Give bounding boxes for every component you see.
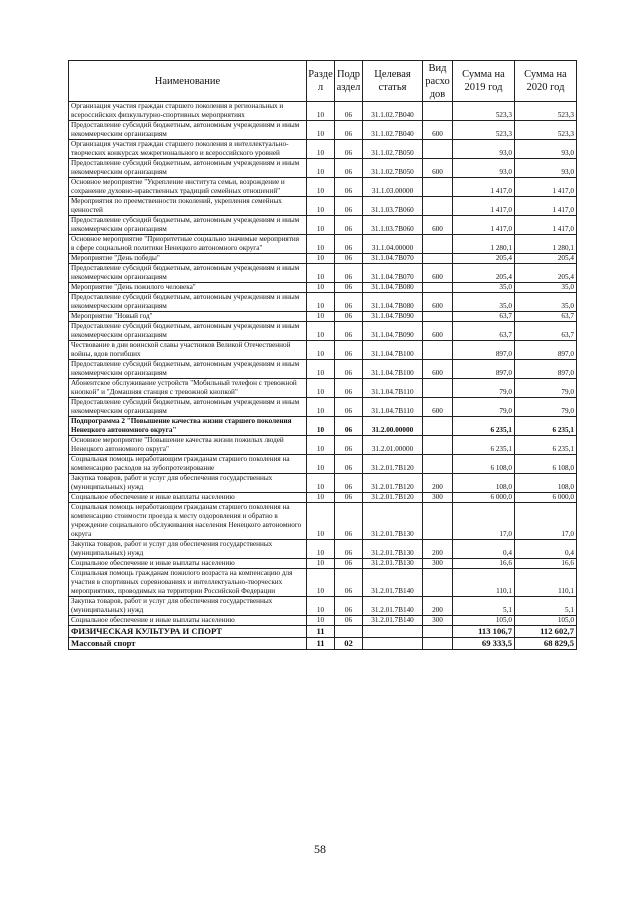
cell-expense-type <box>423 417 453 436</box>
cell-expense-type <box>423 341 453 360</box>
header-section: Разде л <box>307 61 335 102</box>
cell-sum-2020: 63,7 <box>515 322 577 341</box>
table-row <box>69 436 577 455</box>
cell-section: 10 <box>307 398 335 417</box>
cell-sum-2019: 16,6 <box>453 559 515 569</box>
cell-sum-2019: 205,4 <box>453 264 515 283</box>
cell-name: Предоставление субсидий бюджетным, автономным учреждениям и иным некоммерческим организациям <box>69 216 307 235</box>
cell-expense-type: 300 <box>423 559 453 569</box>
cell-section: 10 <box>307 569 335 597</box>
cell-target: 31.1.03.7В060 <box>363 216 423 235</box>
cell-sum-2019: 205,4 <box>453 254 515 264</box>
cell-name: Предоставление субсидий бюджетным, автономным учреждениям и иным некоммерческим организациям <box>69 293 307 312</box>
cell-subsection <box>335 626 363 638</box>
cell-name: Социальное обеспечение и иные выплаты населению <box>69 493 307 503</box>
cell-target: 31.1.04.7В090 <box>363 312 423 322</box>
cell-sum-2019: 105,0 <box>453 616 515 626</box>
cell-sum-2019: 1 417,0 <box>453 197 515 216</box>
cell-subsection: 06 <box>335 235 363 254</box>
header-target: Целевая статья <box>363 61 423 102</box>
cell-sum-2020: 6 235,1 <box>515 436 577 455</box>
table-row <box>69 626 577 638</box>
cell-expense-type: 600 <box>423 264 453 283</box>
cell-target <box>363 626 423 638</box>
cell-expense-type <box>423 312 453 322</box>
cell-section: 10 <box>307 540 335 559</box>
cell-sum-2019: 6 108,0 <box>453 455 515 474</box>
cell-target: 31.2.01.7В120 <box>363 493 423 503</box>
table-row <box>69 102 577 121</box>
cell-expense-type: 300 <box>423 616 453 626</box>
cell-name: Мероприятие "День победы" <box>69 254 307 264</box>
cell-sum-2020: 6 108,0 <box>515 455 577 474</box>
cell-subsection: 06 <box>335 597 363 616</box>
cell-sum-2020: 68 829,5 <box>515 638 577 650</box>
cell-target: 31.2.00.00000 <box>363 417 423 436</box>
cell-section: 10 <box>307 322 335 341</box>
cell-sum-2019: 897,0 <box>453 360 515 379</box>
cell-expense-type: 300 <box>423 493 453 503</box>
cell-section: 10 <box>307 455 335 474</box>
cell-name: Предоставление субсидий бюджетным, автономным учреждениям и иным некоммерческим организациям <box>69 264 307 283</box>
cell-sum-2019: 6 235,1 <box>453 436 515 455</box>
cell-subsection: 06 <box>335 322 363 341</box>
cell-sum-2020: 35,0 <box>515 293 577 312</box>
table-row <box>69 293 577 312</box>
cell-name: Мероприятия по преемственности поколений, укрепления семейных ценностей <box>69 197 307 216</box>
table-row <box>69 474 577 493</box>
cell-name: Социальное обеспечение и иные выплаты населению <box>69 559 307 569</box>
cell-sum-2019: 35,0 <box>453 293 515 312</box>
cell-expense-type <box>423 436 453 455</box>
cell-target: 31.2.01.7В130 <box>363 503 423 540</box>
table-row <box>69 360 577 379</box>
cell-sum-2020: 0,4 <box>515 540 577 559</box>
cell-subsection: 06 <box>335 264 363 283</box>
cell-section: 10 <box>307 235 335 254</box>
cell-expense-type <box>423 569 453 597</box>
cell-target: 31.2.01.7В140 <box>363 597 423 616</box>
cell-sum-2019: 79,0 <box>453 398 515 417</box>
cell-section: 11 <box>307 638 335 650</box>
cell-subsection: 06 <box>335 540 363 559</box>
cell-section: 10 <box>307 102 335 121</box>
cell-name: Закупка товаров, работ и услуг для обеспечения государственных (муниципальных) нужд <box>69 597 307 616</box>
table-row <box>69 597 577 616</box>
cell-name: ФИЗИЧЕСКАЯ КУЛЬТУРА И СПОРТ <box>69 626 307 638</box>
cell-subsection: 06 <box>335 417 363 436</box>
cell-name: Мероприятие "День пожилого человека" <box>69 283 307 293</box>
cell-expense-type <box>423 140 453 159</box>
cell-subsection: 06 <box>335 178 363 197</box>
cell-expense-type <box>423 254 453 264</box>
cell-target: 31.1.04.7В110 <box>363 379 423 398</box>
table-row <box>69 398 577 417</box>
cell-sum-2019: 523,3 <box>453 102 515 121</box>
cell-expense-type <box>423 455 453 474</box>
cell-expense-type: 600 <box>423 159 453 178</box>
cell-sum-2020: 35,0 <box>515 283 577 293</box>
cell-expense-type <box>423 283 453 293</box>
cell-sum-2019: 523,3 <box>453 121 515 140</box>
cell-section: 10 <box>307 264 335 283</box>
cell-subsection: 06 <box>335 121 363 140</box>
cell-subsection: 06 <box>335 493 363 503</box>
cell-name: Предоставление субсидий бюджетным, автономным учреждениям и иным некоммерческим организациям <box>69 322 307 341</box>
cell-target: 31.1.04.7В080 <box>363 283 423 293</box>
table-row <box>69 341 577 360</box>
cell-expense-type <box>423 178 453 197</box>
cell-target: 31.2.01.7В140 <box>363 616 423 626</box>
cell-expense-type <box>423 626 453 638</box>
cell-subsection: 06 <box>335 102 363 121</box>
cell-sum-2020: 112 602,7 <box>515 626 577 638</box>
table-row <box>69 616 577 626</box>
cell-sum-2019: 0,4 <box>453 540 515 559</box>
page-number: 58 <box>314 842 326 856</box>
cell-sum-2020: 17,0 <box>515 503 577 540</box>
budget-table <box>68 60 577 650</box>
cell-sum-2019: 79,0 <box>453 379 515 398</box>
cell-section: 10 <box>307 283 335 293</box>
cell-target: 31.2.01.00000 <box>363 436 423 455</box>
header-sum-2020: Сумма на 2020 год <box>515 61 577 102</box>
cell-sum-2020: 1 417,0 <box>515 197 577 216</box>
cell-target: 31.1.02.7В050 <box>363 159 423 178</box>
cell-sum-2020: 205,4 <box>515 254 577 264</box>
cell-name: Предоставление субсидий бюджетным, автономным учреждениям и иным некоммерческим организациям <box>69 121 307 140</box>
cell-section: 10 <box>307 121 335 140</box>
cell-name: Закупка товаров, работ и услуг для обеспечения государственных (муниципальных) нужд <box>69 474 307 493</box>
table-row <box>69 417 577 436</box>
cell-expense-type: 600 <box>423 121 453 140</box>
cell-name: Социальное обеспечение и иные выплаты населению <box>69 616 307 626</box>
table-row <box>69 379 577 398</box>
cell-sum-2020: 6 235,1 <box>515 417 577 436</box>
cell-sum-2020: 1 417,0 <box>515 216 577 235</box>
cell-target: 31.1.04.7В080 <box>363 293 423 312</box>
cell-sum-2019: 1 417,0 <box>453 216 515 235</box>
cell-section: 10 <box>307 493 335 503</box>
cell-sum-2019: 93,0 <box>453 159 515 178</box>
cell-sum-2019: 93,0 <box>453 140 515 159</box>
cell-target: 31.1.04.00000 <box>363 235 423 254</box>
cell-sum-2020: 523,3 <box>515 102 577 121</box>
cell-sum-2020: 6 000,0 <box>515 493 577 503</box>
cell-name: Мероприятие "Новый год" <box>69 312 307 322</box>
cell-target: 31.2.01.7В120 <box>363 474 423 493</box>
cell-expense-type <box>423 379 453 398</box>
cell-sum-2019: 69 333,5 <box>453 638 515 650</box>
header-name: Наименование <box>69 61 307 102</box>
table-row <box>69 121 577 140</box>
cell-expense-type: 600 <box>423 216 453 235</box>
cell-section: 10 <box>307 474 335 493</box>
cell-target: 31.1.02.7В050 <box>363 140 423 159</box>
cell-subsection: 06 <box>335 569 363 597</box>
cell-target: 31.2.01.7В130 <box>363 540 423 559</box>
cell-subsection: 02 <box>335 638 363 650</box>
cell-name: Предоставление субсидий бюджетным, автономным учреждениям и иным некоммерческим организациям <box>69 159 307 178</box>
cell-subsection: 06 <box>335 216 363 235</box>
cell-sum-2020: 897,0 <box>515 341 577 360</box>
cell-target: 31.1.02.7В040 <box>363 121 423 140</box>
cell-subsection: 06 <box>335 140 363 159</box>
table-row <box>69 455 577 474</box>
cell-expense-type: 600 <box>423 360 453 379</box>
cell-sum-2019: 6 235,1 <box>453 417 515 436</box>
cell-sum-2020: 93,0 <box>515 140 577 159</box>
cell-subsection: 06 <box>335 312 363 322</box>
cell-name: Чествование в дни воинской славы участников Великой Отечественной войны, вдов погибших <box>69 341 307 360</box>
table-row <box>69 559 577 569</box>
cell-target: 31.2.01.7В120 <box>363 455 423 474</box>
cell-name: Подпрограмма 2 "Повышение качества жизни старшего поколения Ненецкого автономного округа" <box>69 417 307 436</box>
table-row <box>69 235 577 254</box>
cell-subsection: 06 <box>335 379 363 398</box>
cell-subsection: 06 <box>335 474 363 493</box>
cell-subsection: 06 <box>335 616 363 626</box>
cell-subsection: 06 <box>335 436 363 455</box>
cell-expense-type <box>423 235 453 254</box>
cell-expense-type: 600 <box>423 398 453 417</box>
table-row <box>69 283 577 293</box>
table-row <box>69 197 577 216</box>
cell-section: 10 <box>307 293 335 312</box>
cell-section: 10 <box>307 616 335 626</box>
cell-name: Предоставление субсидий бюджетным, автономным учреждениям и иным некоммерческим организациям <box>69 360 307 379</box>
header-expense-type: Вид расхо дов <box>423 61 453 102</box>
cell-target: 31.2.01.7В140 <box>363 569 423 597</box>
table-row <box>69 540 577 559</box>
cell-section: 10 <box>307 436 335 455</box>
cell-subsection: 06 <box>335 341 363 360</box>
cell-name: Закупка товаров, работ и услуг для обеспечения государственных (муниципальных) нужд <box>69 540 307 559</box>
cell-section: 10 <box>307 417 335 436</box>
cell-sum-2020: 63,7 <box>515 312 577 322</box>
cell-subsection: 06 <box>335 159 363 178</box>
cell-name: Основное мероприятие "Повышение качества жизни пожилых людей Ненецкого автономного округа" <box>69 436 307 455</box>
cell-sum-2020: 1 417,0 <box>515 178 577 197</box>
cell-expense-type <box>423 197 453 216</box>
cell-expense-type: 600 <box>423 322 453 341</box>
cell-sum-2019: 63,7 <box>453 322 515 341</box>
cell-sum-2019: 1 417,0 <box>453 178 515 197</box>
cell-section: 11 <box>307 626 335 638</box>
table-body <box>69 102 577 650</box>
cell-name: Основное мероприятие "Приоритетные социально значимые мероприятия в сфере социальной политики Ненецкого автономного округа" <box>69 235 307 254</box>
table-row <box>69 493 577 503</box>
cell-sum-2020: 16,6 <box>515 559 577 569</box>
cell-target: 31.1.04.7В110 <box>363 398 423 417</box>
cell-sum-2020: 108,0 <box>515 474 577 493</box>
cell-section: 10 <box>307 503 335 540</box>
cell-section: 10 <box>307 559 335 569</box>
table-row <box>69 569 577 597</box>
cell-target <box>363 638 423 650</box>
cell-sum-2020: 5,1 <box>515 597 577 616</box>
cell-name: Социальная помощь неработающим гражданам старшего поколения на компенсацию расходов на зубопротезирование <box>69 455 307 474</box>
cell-sum-2019: 897,0 <box>453 341 515 360</box>
table-row <box>69 264 577 283</box>
cell-section: 10 <box>307 254 335 264</box>
cell-subsection: 06 <box>335 455 363 474</box>
cell-target: 31.1.04.7В090 <box>363 322 423 341</box>
table-row <box>69 178 577 197</box>
cell-sum-2020: 205,4 <box>515 264 577 283</box>
cell-name: Массовый спорт <box>69 638 307 650</box>
cell-name: Организация участия граждан старшего поколения в региональных и всероссийских физкультурно-спортивных мероприятиях <box>69 102 307 121</box>
cell-expense-type <box>423 638 453 650</box>
cell-subsection: 06 <box>335 254 363 264</box>
cell-section: 10 <box>307 360 335 379</box>
cell-name: Социальная помощь неработающим гражданам старшего поколения на компенсацию стоимости проезда к месту оздоровления и обратно в учреждение социального обслуживания населения Ненецкого автономного округа <box>69 503 307 540</box>
cell-expense-type: 200 <box>423 474 453 493</box>
cell-name: Предоставление субсидий бюджетным, автономным учреждениям и иным некоммерческим организациям <box>69 398 307 417</box>
cell-sum-2019: 6 000,0 <box>453 493 515 503</box>
cell-name: Организация участия граждан старшего поколения в интеллектуально-творческих конкурсах межрегионального и всероссийского уровней <box>69 140 307 159</box>
cell-target: 31.1.04.7В100 <box>363 360 423 379</box>
header-subsection: Подр аздел <box>335 61 363 102</box>
cell-subsection: 06 <box>335 360 363 379</box>
cell-name: Основное мероприятие "Укрепление института семьи, возрождение и сохранение духовно-нравственных традиций семейных отношений" <box>69 178 307 197</box>
cell-sum-2020: 110,1 <box>515 569 577 597</box>
cell-sum-2019: 1 280,1 <box>453 235 515 254</box>
cell-expense-type <box>423 503 453 540</box>
cell-sum-2020: 105,0 <box>515 616 577 626</box>
cell-section: 10 <box>307 312 335 322</box>
table-row <box>69 312 577 322</box>
table-row <box>69 638 577 650</box>
cell-section: 10 <box>307 597 335 616</box>
cell-section: 10 <box>307 341 335 360</box>
cell-name: Социальная помощь гражданам пожилого возраста на компенсацию для участия в спортивных соревнованиях и интеллектуально-творческих мероприятиях, проводимых на территории Российской Федерации <box>69 569 307 597</box>
table-row <box>69 503 577 540</box>
cell-sum-2019: 35,0 <box>453 283 515 293</box>
cell-sum-2020: 79,0 <box>515 398 577 417</box>
cell-target: 31.1.03.00000 <box>363 178 423 197</box>
cell-section: 10 <box>307 178 335 197</box>
cell-target: 31.1.04.7В070 <box>363 264 423 283</box>
cell-section: 10 <box>307 379 335 398</box>
cell-target: 31.1.02.7В040 <box>363 102 423 121</box>
cell-expense-type: 600 <box>423 293 453 312</box>
table-header-row <box>69 61 577 102</box>
cell-sum-2019: 113 106,7 <box>453 626 515 638</box>
cell-target: 31.1.03.7В060 <box>363 197 423 216</box>
cell-section: 10 <box>307 140 335 159</box>
cell-expense-type: 200 <box>423 540 453 559</box>
table-row <box>69 159 577 178</box>
cell-sum-2020: 93,0 <box>515 159 577 178</box>
cell-expense-type: 200 <box>423 597 453 616</box>
table-row <box>69 254 577 264</box>
cell-sum-2020: 523,3 <box>515 121 577 140</box>
cell-subsection: 06 <box>335 398 363 417</box>
cell-sum-2019: 17,0 <box>453 503 515 540</box>
cell-target: 31.2.01.7В130 <box>363 559 423 569</box>
cell-sum-2020: 1 280,1 <box>515 235 577 254</box>
header-sum-2019: Сумма на 2019 год <box>453 61 515 102</box>
cell-name: Абонентское обслуживание устройств "Мобильный телефон с тревожной кнопкой" и "Домашняя станция с тревожной кнопкой" <box>69 379 307 398</box>
cell-expense-type <box>423 102 453 121</box>
cell-section: 10 <box>307 159 335 178</box>
cell-sum-2019: 108,0 <box>453 474 515 493</box>
cell-subsection: 06 <box>335 503 363 540</box>
cell-subsection: 06 <box>335 559 363 569</box>
table-row <box>69 322 577 341</box>
cell-section: 10 <box>307 197 335 216</box>
cell-sum-2019: 63,7 <box>453 312 515 322</box>
cell-sum-2020: 897,0 <box>515 360 577 379</box>
cell-sum-2019: 5,1 <box>453 597 515 616</box>
cell-subsection: 06 <box>335 197 363 216</box>
cell-subsection: 06 <box>335 283 363 293</box>
cell-sum-2019: 110,1 <box>453 569 515 597</box>
cell-subsection: 06 <box>335 293 363 312</box>
cell-target: 31.1.04.7В070 <box>363 254 423 264</box>
cell-sum-2020: 79,0 <box>515 379 577 398</box>
table-row <box>69 140 577 159</box>
cell-target: 31.1.04.7В100 <box>363 341 423 360</box>
table-row <box>69 216 577 235</box>
cell-section: 10 <box>307 216 335 235</box>
